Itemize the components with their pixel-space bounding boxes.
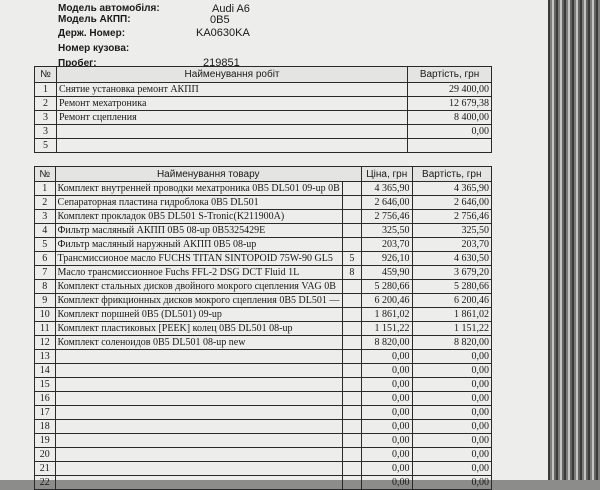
- goods-header-row: [35, 167, 492, 182]
- goods-row-no: 13: [35, 350, 56, 364]
- works-row: [35, 139, 492, 153]
- works-row-no: 3: [35, 111, 57, 125]
- goods-row-qty: [342, 224, 361, 238]
- goods-row-price: 0,00: [361, 420, 412, 434]
- goods-row-name: [55, 434, 342, 448]
- goods-row-no: 21: [35, 462, 56, 476]
- goods-row-cost: 4 365,90: [412, 182, 491, 196]
- goods-row-price: 926,10: [361, 252, 412, 266]
- goods-row-no: 22: [35, 476, 56, 490]
- goods-row: [35, 406, 492, 420]
- goods-row-name: Фильтр масляный АКПП 0B5 08-up 0B5325429E: [55, 224, 342, 238]
- goods-row-name: Комплект пластиковых [PEEK] колец 0B5 DL501 08-up: [55, 322, 342, 336]
- goods-row-name: [55, 378, 342, 392]
- goods-row-cost: 1 151,22: [412, 322, 491, 336]
- goods-row-cost: 5 280,66: [412, 280, 491, 294]
- works-row-cost: 12 679,38: [408, 97, 492, 111]
- goods-row-qty: 8: [342, 266, 361, 280]
- goods-row: [35, 266, 492, 280]
- works-row-name: [56, 125, 407, 139]
- goods-row-name: [55, 406, 342, 420]
- goods-row-qty: [342, 392, 361, 406]
- goods-row-price: 0,00: [361, 350, 412, 364]
- goods-row-no: 5: [35, 238, 56, 252]
- body-number-label: Номер кузова:: [58, 43, 130, 54]
- works-row-cost: 0,00: [408, 125, 492, 139]
- goods-row-cost: 0,00: [412, 350, 491, 364]
- works-header-no: №: [35, 67, 57, 83]
- goods-row-qty: [342, 294, 361, 308]
- goods-row-price: 0,00: [361, 392, 412, 406]
- goods-header-cost: Вартість, грн: [412, 167, 491, 182]
- goods-header-price: Ціна, грн: [361, 167, 412, 182]
- goods-row-price: 0,00: [361, 406, 412, 420]
- goods-row-name: [55, 476, 342, 490]
- goods-row-cost: 203,70: [412, 238, 491, 252]
- goods-header-no: №: [35, 167, 56, 182]
- goods-row-price: 203,70: [361, 238, 412, 252]
- goods-row-name: Комплект соленоидов 0B5 DL501 08-up new: [55, 336, 342, 350]
- goods-row-name: [55, 364, 342, 378]
- goods-row-no: 11: [35, 322, 56, 336]
- goods-row-no: 7: [35, 266, 56, 280]
- goods-row-name: [55, 448, 342, 462]
- goods-row-price: 8 820,00: [361, 336, 412, 350]
- goods-row-no: 3: [35, 210, 56, 224]
- goods-row-name: Фильтр масляный наружный АКПП 0B5 08-up: [55, 238, 342, 252]
- goods-row-no: 10: [35, 308, 56, 322]
- gearbox-value: 0B5: [210, 14, 230, 26]
- goods-row: [35, 322, 492, 336]
- goods-row-cost: 0,00: [412, 420, 491, 434]
- works-row-name: Ремонт мехатроника: [56, 97, 407, 111]
- goods-row-name: [55, 392, 342, 406]
- works-row: [35, 125, 492, 139]
- goods-row-qty: [342, 462, 361, 476]
- goods-row-name: Комплект прокладок 0B5 DL501 S-Tronic(K211900A): [55, 210, 342, 224]
- goods-row: [35, 476, 492, 490]
- works-row-no: 2: [35, 97, 57, 111]
- goods-row-qty: [342, 238, 361, 252]
- goods-row: [35, 280, 492, 294]
- works-row-cost: 29 400,00: [408, 83, 492, 97]
- goods-row-qty: [342, 420, 361, 434]
- works-row: [35, 111, 492, 125]
- goods-row-cost: 8 820,00: [412, 336, 491, 350]
- model-value: Audi A6: [212, 3, 250, 15]
- plate-label: Держ. Номер:: [58, 28, 126, 39]
- goods-row-qty: [342, 308, 361, 322]
- goods-row: [35, 252, 492, 266]
- goods-row: [35, 434, 492, 448]
- works-row-no: 1: [35, 83, 57, 97]
- goods-row-name: Сепараторная пластина гидроблока 0B5 DL501: [55, 196, 342, 210]
- goods-row-cost: 0,00: [412, 434, 491, 448]
- mileage-value: 219851: [203, 57, 240, 69]
- goods-row-price: 0,00: [361, 378, 412, 392]
- goods-row: [35, 182, 492, 196]
- goods-row-name: Масло трансмиссионное Fuchs FFL-2 DSG DCT Fluid 1L: [55, 266, 342, 280]
- gearbox-label: Модель АКПП:: [58, 14, 131, 25]
- goods-row-cost: 2 646,00: [412, 196, 491, 210]
- goods-row-qty: [342, 476, 361, 490]
- goods-row-price: 0,00: [361, 448, 412, 462]
- works-header-name: Найменування робіт: [56, 67, 407, 83]
- goods-row-price: 1 861,02: [361, 308, 412, 322]
- works-row-name: Ремонт сцепления: [56, 111, 407, 125]
- scan-binder-edge: [548, 0, 600, 480]
- goods-row-price: 325,50: [361, 224, 412, 238]
- goods-row-name: Комплект внутренней проводки мехатроника 0B5 DL501 09-up 0B: [55, 182, 342, 196]
- works-row-cost: [408, 139, 492, 153]
- goods-row: [35, 378, 492, 392]
- goods-row: [35, 392, 492, 406]
- goods-row-cost: 0,00: [412, 406, 491, 420]
- works-row: [35, 83, 492, 97]
- goods-row-price: 2 646,00: [361, 196, 412, 210]
- goods-row: [35, 238, 492, 252]
- goods-row-no: 1: [35, 182, 56, 196]
- goods-row-qty: [342, 196, 361, 210]
- goods-row-name: Комплект поршней 0B5 (DL501) 09-up: [55, 308, 342, 322]
- goods-row-qty: [342, 210, 361, 224]
- goods-row-qty: [342, 448, 361, 462]
- goods-row-cost: 0,00: [412, 392, 491, 406]
- goods-row-cost: 0,00: [412, 378, 491, 392]
- goods-row-price: 6 200,46: [361, 294, 412, 308]
- goods-row-cost: 1 861,02: [412, 308, 491, 322]
- goods-row-name: [55, 420, 342, 434]
- goods-row: [35, 448, 492, 462]
- goods-row-qty: [342, 322, 361, 336]
- goods-row-no: 16: [35, 392, 56, 406]
- goods-row-no: 6: [35, 252, 56, 266]
- goods-row: [35, 350, 492, 364]
- goods-row: [35, 294, 492, 308]
- goods-row: [35, 420, 492, 434]
- works-row-no: 5: [35, 139, 57, 153]
- goods-row-no: 19: [35, 434, 56, 448]
- goods-row-name: Трансмиссионое масло FUCHS TITAN SINTOPOID 75W-90 GL5: [55, 252, 342, 266]
- goods-row-cost: 0,00: [412, 364, 491, 378]
- goods-row-cost: 0,00: [412, 448, 491, 462]
- goods-row-cost: 0,00: [412, 476, 491, 490]
- goods-row-no: 15: [35, 378, 56, 392]
- goods-row-cost: 3 679,20: [412, 266, 491, 280]
- goods-row-qty: [342, 280, 361, 294]
- goods-table: [34, 166, 492, 490]
- mileage-label: Пробег:: [58, 58, 97, 69]
- goods-row-qty: [342, 336, 361, 350]
- goods-row: [35, 462, 492, 476]
- goods-row-name: [55, 350, 342, 364]
- goods-row-no: 20: [35, 448, 56, 462]
- goods-row-qty: [342, 434, 361, 448]
- goods-row-qty: [342, 378, 361, 392]
- goods-row-cost: 0,00: [412, 462, 491, 476]
- goods-row-price: 0,00: [361, 476, 412, 490]
- works-header-cost: Вартість, грн: [408, 67, 492, 83]
- goods-row: [35, 336, 492, 350]
- works-row: [35, 97, 492, 111]
- goods-row-price: 5 280,66: [361, 280, 412, 294]
- goods-row-no: 9: [35, 294, 56, 308]
- works-header-row: [35, 67, 492, 83]
- goods-row-name: Комплект стальных дисков двойного мокрого сцепления VAG 0B: [55, 280, 342, 294]
- goods-row-price: 2 756,46: [361, 210, 412, 224]
- works-table: [34, 66, 492, 153]
- goods-row: [35, 364, 492, 378]
- works-row-cost: 8 400,00: [408, 111, 492, 125]
- goods-row-price: 0,00: [361, 364, 412, 378]
- goods-row-price: 0,00: [361, 462, 412, 476]
- goods-row-qty: [342, 364, 361, 378]
- goods-row-no: 2: [35, 196, 56, 210]
- goods-row-name: [55, 462, 342, 476]
- works-row-name: [56, 139, 407, 153]
- goods-row-qty: [342, 406, 361, 420]
- model-label: Модель автомобіля:: [58, 3, 160, 14]
- goods-row-no: 12: [35, 336, 56, 350]
- goods-row-no: 8: [35, 280, 56, 294]
- goods-row-price: 0,00: [361, 434, 412, 448]
- plate-value: KA0630KA: [196, 27, 250, 39]
- goods-row-cost: 6 200,46: [412, 294, 491, 308]
- goods-row-qty: [342, 182, 361, 196]
- works-row-name: Снятие установка ремонт АКПП: [56, 83, 407, 97]
- works-row-no: 3: [35, 125, 57, 139]
- goods-row-name: Комплект фрикционных дисков мокрого сцепления 0B5 DL501 —: [55, 294, 342, 308]
- goods-row: [35, 224, 492, 238]
- goods-row-no: 4: [35, 224, 56, 238]
- goods-row: [35, 196, 492, 210]
- goods-row-qty: 5: [342, 252, 361, 266]
- goods-row-cost: 4 630,50: [412, 252, 491, 266]
- goods-row-qty: [342, 350, 361, 364]
- goods-row: [35, 308, 492, 322]
- goods-row-cost: 2 756,46: [412, 210, 491, 224]
- goods-header-name: Найменування товару: [55, 167, 361, 182]
- goods-row-no: 18: [35, 420, 56, 434]
- goods-row-no: 14: [35, 364, 56, 378]
- goods-row: [35, 210, 492, 224]
- goods-row-price: 459,90: [361, 266, 412, 280]
- goods-row-price: 1 151,22: [361, 322, 412, 336]
- goods-row-no: 17: [35, 406, 56, 420]
- goods-row-price: 4 365,90: [361, 182, 412, 196]
- goods-row-cost: 325,50: [412, 224, 491, 238]
